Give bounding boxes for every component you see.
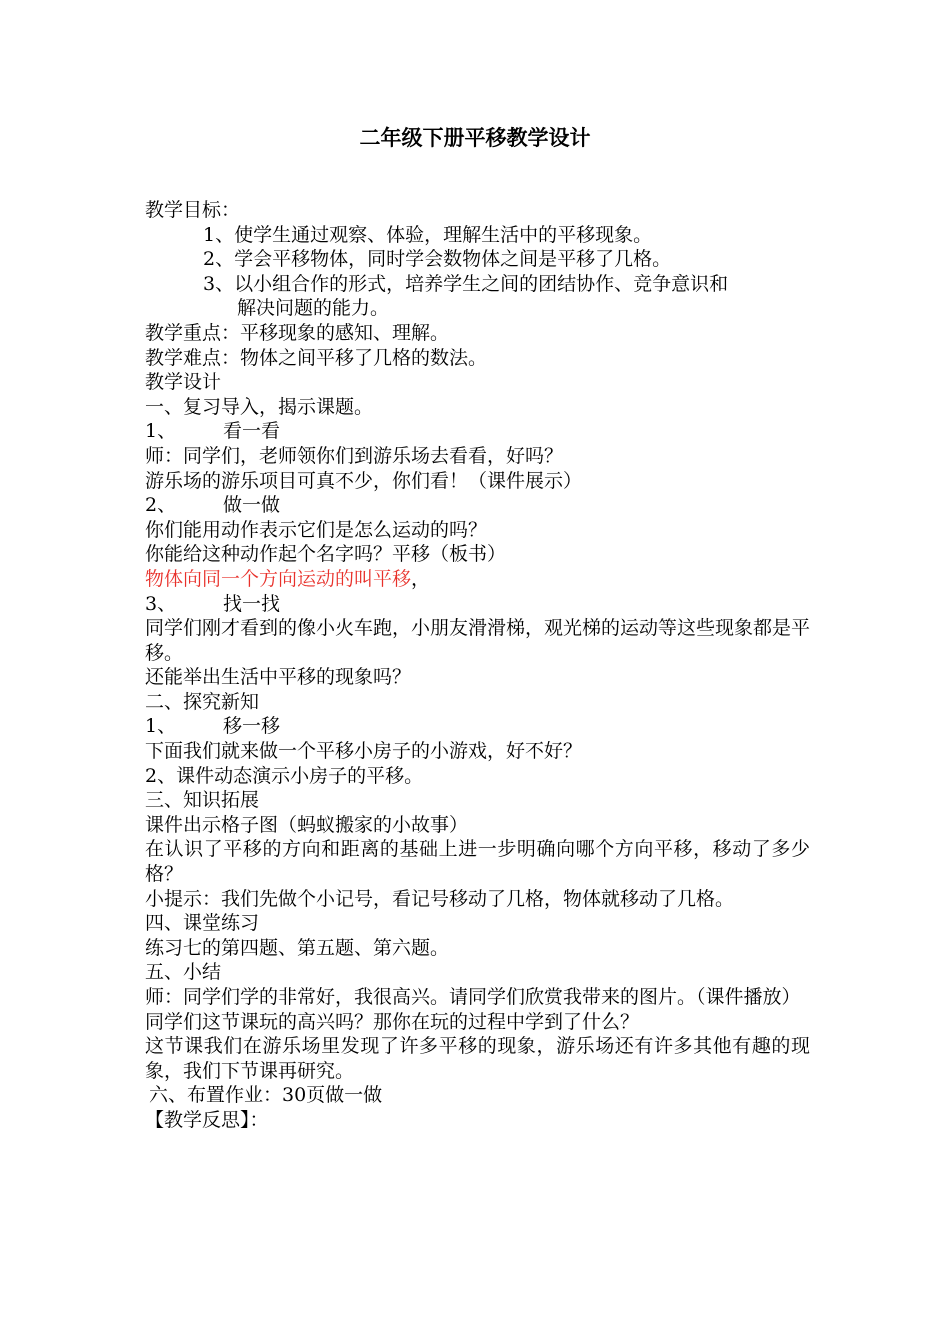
objective-item-2: 2、学会平移物体，同时学会数物体之间是平移了几格。 bbox=[203, 248, 672, 271]
section-1-line-1: 师：同学们，老师领你们到游乐场去看看，好吗？ bbox=[145, 444, 564, 467]
section-2-line-1: 下面我们就来做一个平移小房子的小游戏，好不好？ bbox=[145, 740, 583, 763]
section-4-line-1: 练习七的第四题、第五题、第六题。 bbox=[145, 936, 450, 959]
homework: 六、布置作业：30页做一做 bbox=[149, 1084, 383, 1107]
section-1-step-3 bbox=[145, 592, 810, 617]
section-1-line-6: 还能举出生活中平移的现象吗？ bbox=[145, 666, 412, 689]
section-1-line-3: 你们能用动作表示它们是怎么运动的吗？ bbox=[145, 518, 488, 541]
objective-item-3-line-2: 解决问题的能力。 bbox=[237, 297, 390, 320]
section-1-step-1 bbox=[145, 419, 810, 444]
definition-comma: ， bbox=[411, 567, 431, 590]
step-label: 看一看 bbox=[223, 420, 281, 443]
step-number: 1、 bbox=[145, 420, 177, 443]
difficulty: 教学难点：物体之间平移了几格的数法。 bbox=[145, 346, 488, 369]
step-label: 找一找 bbox=[223, 592, 281, 615]
objective-item-1: 1、使学生通过观察、体验，理解生活中的平移现象。 bbox=[203, 223, 653, 246]
section-1-line-4: 你能给这种动作起个名字吗？平移（板书） bbox=[145, 543, 507, 566]
section-3-heading: 三、知识拓展 bbox=[145, 789, 260, 812]
section-2-step-1 bbox=[145, 714, 810, 739]
section-3-line-2: 在认识了平移的方向和距离的基础上进一步明确向哪个方向平移，移动了多少格？ bbox=[145, 838, 810, 886]
objective-item-3-line-1: 3、以小组合作的形式，培养学生之间的团结协作、竞争意识和 bbox=[203, 272, 729, 295]
section-5-line-1: 师：同学们学的非常好，我很高兴。请同学们欣赏我带来的图片。（课件播放） bbox=[145, 986, 801, 1008]
section-2-line-2: 2、课件动态演示小房子的平移。 bbox=[145, 764, 424, 787]
step-number: 2、 bbox=[145, 494, 177, 517]
document-title: 二年级下册平移教学设计 bbox=[359, 125, 591, 150]
section-1-step-2 bbox=[145, 493, 810, 518]
section-1-line-5: 同学们刚才看到的像小火车跑，小朋友滑滑梯，观光梯的运动等这些现象都是平移。 bbox=[145, 617, 811, 664]
step-number: 3、 bbox=[145, 592, 177, 615]
document-body bbox=[145, 198, 810, 1133]
step-label: 做一做 bbox=[223, 494, 281, 517]
section-4-heading: 四、课堂练习 bbox=[145, 912, 260, 935]
section-5-line-3: 这节课我们在游乐场里发现了许多平移的现象，游乐场还有许多其他有趣的现象，我们下节课再研究。 bbox=[145, 1035, 810, 1082]
step-label: 移一移 bbox=[223, 715, 281, 738]
key-point: 教学重点：平移现象的感知、理解。 bbox=[145, 321, 450, 344]
section-1-heading: 一、复习导入，揭示课题。 bbox=[145, 395, 374, 418]
section-3-line-3: 小提示：我们先做个小记号，看记号移动了几格，物体就移动了几格。 bbox=[145, 887, 735, 910]
section-2-heading: 二、探究新知 bbox=[145, 690, 260, 713]
translation-definition bbox=[145, 567, 810, 592]
step-number: 1、 bbox=[145, 715, 177, 738]
design-heading: 教学设计 bbox=[145, 371, 222, 394]
reflection-heading: 【教学反思】： bbox=[145, 1108, 269, 1131]
section-5-heading: 五、小结 bbox=[145, 961, 222, 984]
definition-highlight: 物体向同一个方向运动的叫平移 bbox=[145, 567, 412, 590]
objectives-heading: 教学目标： bbox=[145, 199, 241, 221]
section-5-line-2: 同学们这节课玩的高兴吗？那你在玩的过程中学到了什么？ bbox=[145, 1010, 640, 1033]
section-1-line-2: 游乐场的游乐项目可真不少，你们看！（课件展示） bbox=[145, 469, 583, 492]
section-3-line-1: 课件出示格子图（蚂蚁搬家的小故事） bbox=[145, 813, 469, 836]
